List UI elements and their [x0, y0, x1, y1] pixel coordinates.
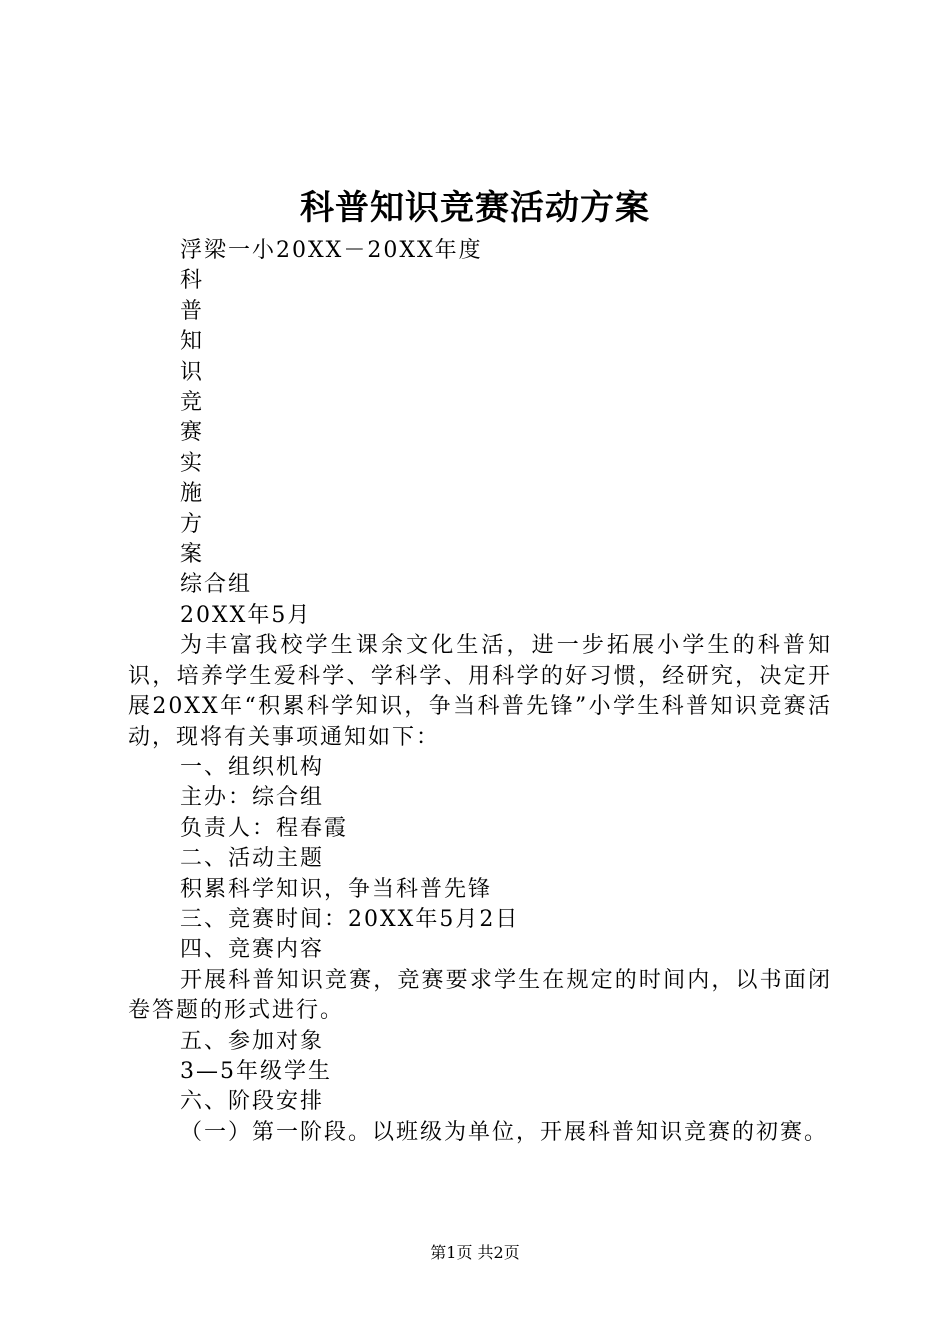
- target-line: 3—5年级学生: [180, 1058, 332, 1084]
- content-paragraph: 开展科普知识竞赛，竞赛要求学生在规定的时间内，以书面闭卷答题的形式进行。: [128, 967, 832, 1024]
- school-year-line: 浮梁一小20XX－20XX年度: [180, 238, 483, 263]
- vertical-title-char: 识: [180, 359, 205, 385]
- department-line: 综合组: [180, 572, 253, 598]
- vertical-title-char: 科: [180, 268, 205, 294]
- document-body: [128, 236, 832, 1148]
- section-heading: 四、竞赛内容: [180, 937, 325, 963]
- section-heading: 六、阶段安排: [180, 1089, 325, 1115]
- section-heading: 五、参加对象: [180, 1028, 325, 1054]
- section-heading: 一、组织机构: [180, 754, 325, 780]
- vertical-title-char: 赛: [180, 420, 205, 446]
- page-footer: 第1页 共2页: [430, 1243, 520, 1262]
- vertical-title-char: 案: [180, 542, 205, 568]
- document-title: 科普知识竞赛活动方案: [300, 188, 650, 228]
- intro-paragraph: 为丰富我校学生课余文化生活，进一步拓展小学生的科普知识，培养学生爱科学、学科学、用科学的好习惯，经研究，决定开展20XX年“积累科学知识，争当科普先锋”小学生科普知识竞赛活动，现将有关事项通知如下：: [128, 633, 832, 750]
- person-in-charge-line: 负责人：程春霞: [180, 815, 349, 841]
- theme-line: 积累科学知识，争当科普先锋: [180, 876, 493, 902]
- vertical-title-char: 竞: [180, 390, 205, 416]
- vertical-title-char: 施: [180, 481, 205, 507]
- vertical-title-char: 方: [180, 511, 205, 537]
- vertical-title-char: 普: [180, 298, 205, 324]
- vertical-title-char: 知: [180, 329, 205, 355]
- stage1-paragraph: （一）第一阶段。以班级为单位，开展科普知识竞赛的初赛。: [180, 1119, 829, 1145]
- date-line: 20XX年5月: [180, 602, 312, 628]
- section-heading: 三、竞赛时间：20XX年5月2日: [180, 906, 520, 932]
- section-heading: 二、活动主题: [180, 846, 325, 872]
- organizer-line: 主办：综合组: [180, 785, 325, 811]
- vertical-title-char: 实: [180, 450, 205, 476]
